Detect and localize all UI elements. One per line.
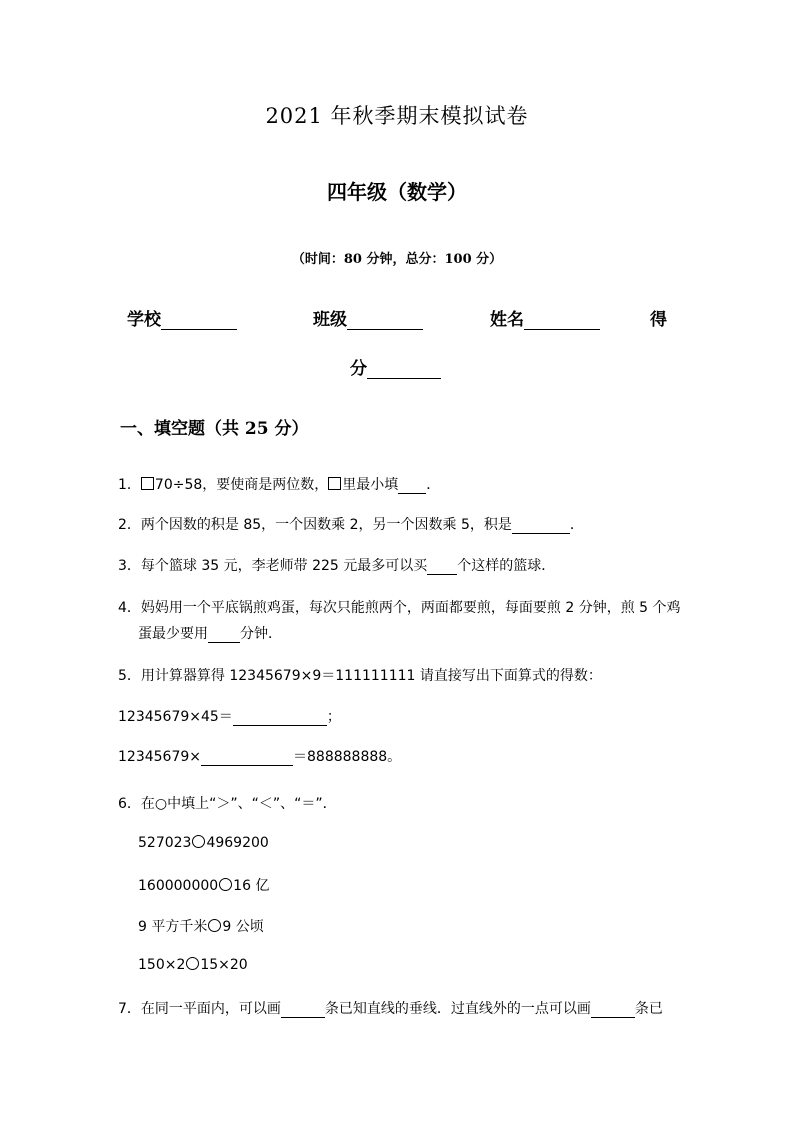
score-field [350,354,441,379]
school-field [127,305,237,330]
question-5-item-1: 12345679×45＝ ； [118,709,341,725]
question-6-item-4: 150×2 15×20 [138,957,248,973]
question-1: 1． 70÷58，要使商是两位数， 里最小填 ． [118,477,441,493]
circle-blank-icon[interactable] [219,878,232,891]
time-score-note: （时间：80 分钟，总分：100 分） [291,252,503,267]
exam-title: 2021 年秋季期末模拟试卷 [265,104,529,128]
class-field [313,305,423,330]
answer-blank[interactable] [398,478,426,494]
exam-subtitle: 四年级（数学） [327,180,467,204]
score-blank[interactable] [367,360,441,379]
question-3: 3．每个篮球 35 元，李老师带 225 元最多可以买 个这样的篮球． [118,558,556,574]
question-2: 2．两个因数的积是 85，一个因数乘 2，另一个因数乘 5，积是 ． [118,517,584,533]
question-5-intro: 5．用计算器算得 12345679×9＝111111111 请直接写出下面算式的得数： [118,668,602,684]
circle-blank-icon[interactable] [186,957,199,970]
question-5-item-2: 12345679× ＝888888888。 [118,749,402,765]
circle-blank-icon[interactable] [192,835,205,848]
name-blank[interactable] [524,311,600,330]
question-4-line-2: 蛋最少要用 分钟． [138,626,282,642]
class-label: 班级 [313,310,347,330]
question-7: 7．在同一平面内，可以画 条已知直线的垂线．过直线外的一点可以画 条已 [118,1001,663,1017]
answer-blank[interactable] [208,627,240,643]
score-label-part1: 得 [650,310,667,330]
circle-blank-icon[interactable] [208,919,221,932]
answer-blank[interactable] [281,1002,325,1018]
square-box-icon [141,477,154,490]
name-field [490,305,600,330]
question-6-intro: 6．在○中填上“＞”、“＜”、“＝”． [118,796,337,812]
school-blank[interactable] [161,311,237,330]
answer-blank[interactable] [233,710,327,726]
class-blank[interactable] [347,311,423,330]
question-6-item-1: 527023 4969200 [138,835,269,851]
school-label: 学校 [127,310,161,330]
name-label: 姓名 [490,310,524,330]
score-label-part2: 分 [350,359,367,379]
question-6-item-2: 160000000 16 亿 [138,878,270,894]
question-6-item-3: 9 平方千米 9 公顷 [138,919,264,935]
section-heading-fill-in: 一、填空题（共 25 分） [120,419,309,439]
answer-blank[interactable] [201,750,293,766]
answer-blank[interactable] [591,1002,635,1018]
square-box-icon [328,477,341,490]
answer-blank[interactable] [512,518,570,534]
answer-blank[interactable] [427,559,457,575]
question-4-line-1: 4．妈妈用一个平底锅煎鸡蛋，每次只能煎两个，两面都要煎，每面要煎 2 分钟，煎 5 个鸡 [118,600,681,616]
